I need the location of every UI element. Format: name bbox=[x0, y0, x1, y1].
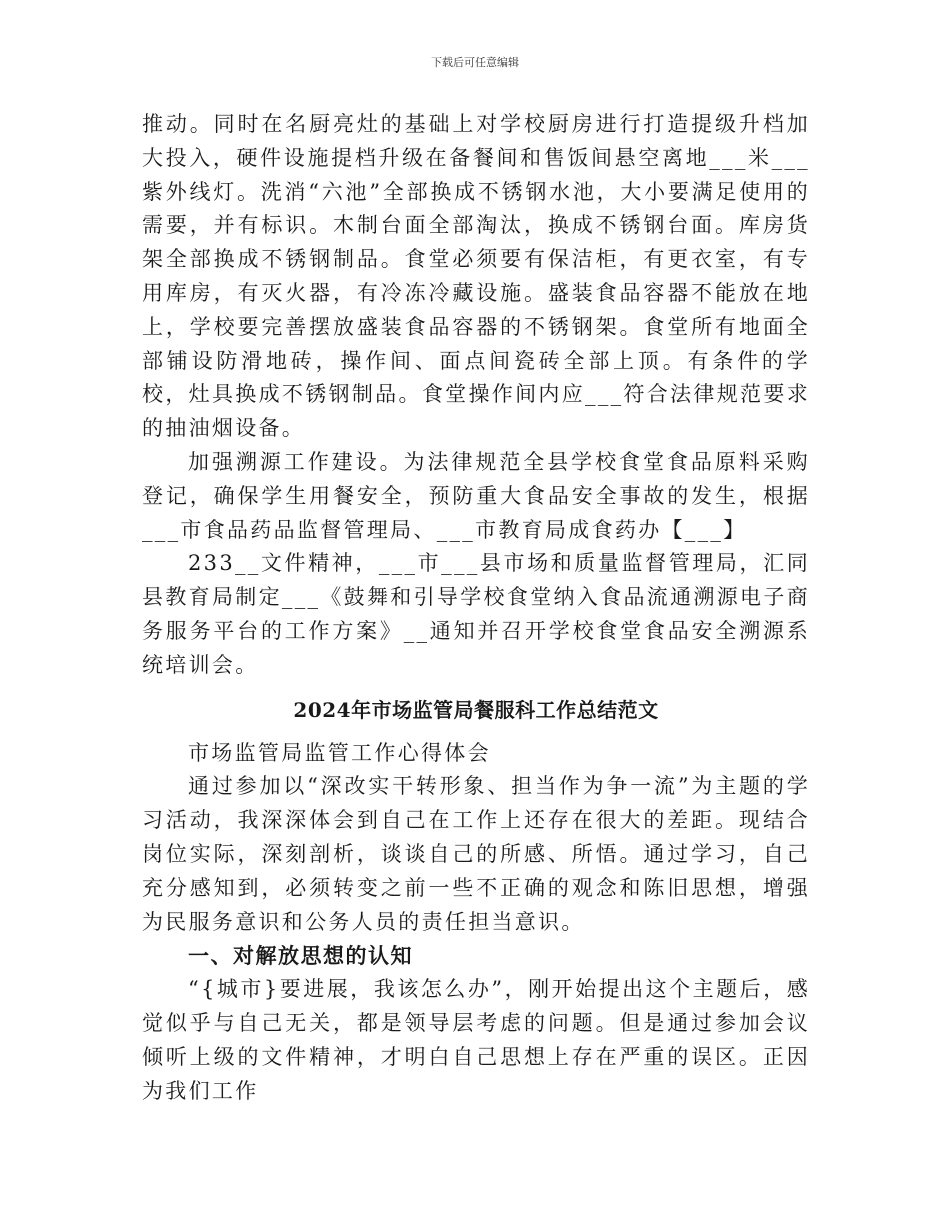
subtitle-paragraph: 市场监管局监管工作心得体会 bbox=[188, 740, 491, 765]
body-paragraph-2: 加强溯源工作建设。为法律规范全县学校食堂食品原料采购登记，确保学生用餐安全，预防重大食品安全事故的发生，根据___市食品药品监督管理局、___市教育局成食药办【___】 bbox=[142, 449, 810, 542]
section-title: 2024年市场监管局餐服科工作总结范文 bbox=[293, 697, 659, 722]
section-heading-1: 一、对解放思想的认知 bbox=[188, 943, 413, 969]
body-paragraph-1: 推动。同时在名厨亮灶的基础上对学校厨房进行打造提级升档加大投入，硬件设施提档升级在备餐间和售饭间悬空离地___米___紫外线灯。洗消“六池”全部换成不锈钢水池，大小要满足使用的需要，并有标识。木制台面全部淘汰，换成不锈钢台面。库房货架全部换成不锈钢制品。食堂必须要有保洁柜，有更衣室，有专用库房，有灭火器，有冷冻冷藏设施。盛装食品容器不能放在地上，学校要完善摆放盛装食品容器的不锈钢架。食堂所有地面全部铺设防滑地砖，操作间、面点间瓷砖全部上顶。有条件的学校，灶具换成不锈钢制品。食堂操作间内应___符合法律规范要求的抽油烟设备。 bbox=[142, 112, 810, 441]
page-header: 下载后可任意编辑 bbox=[431, 56, 519, 69]
body-paragraph-3: 233__文件精神，___市___县市场和质量监督管理局，汇同县教育局制定___《鼓舞和引导学校食堂纳入食品流通溯源电子商务服务平台的工作方案》__通知并召开学校食堂食品安全溯源系统培训会。 bbox=[142, 551, 810, 677]
document-body bbox=[142, 108, 810, 1108]
body-paragraph-5: 通过参加以“深改实干转形象、担当作为争一流”为主题的学习活动，我深深体会到自己在工作上还存在很大的差距。现结合岗位实际，深刻剖析，谈谈自己的所感、所悟。通过学习，自己充分感知到，必须转变之前一些不正确的观念和陈旧思想，增强为民服务意识和公务人员的责任担当意识。 bbox=[142, 774, 810, 934]
body-paragraph-6: “{城市}要进展，我该怎么办”，刚开始提出这个主题后，感觉似乎与自己无关，都是领导层考虑的问题。但是通过参加会议倾听上级的文件精神，才明白自己思想上存在严重的误区。正因为我们工作 bbox=[142, 977, 810, 1103]
